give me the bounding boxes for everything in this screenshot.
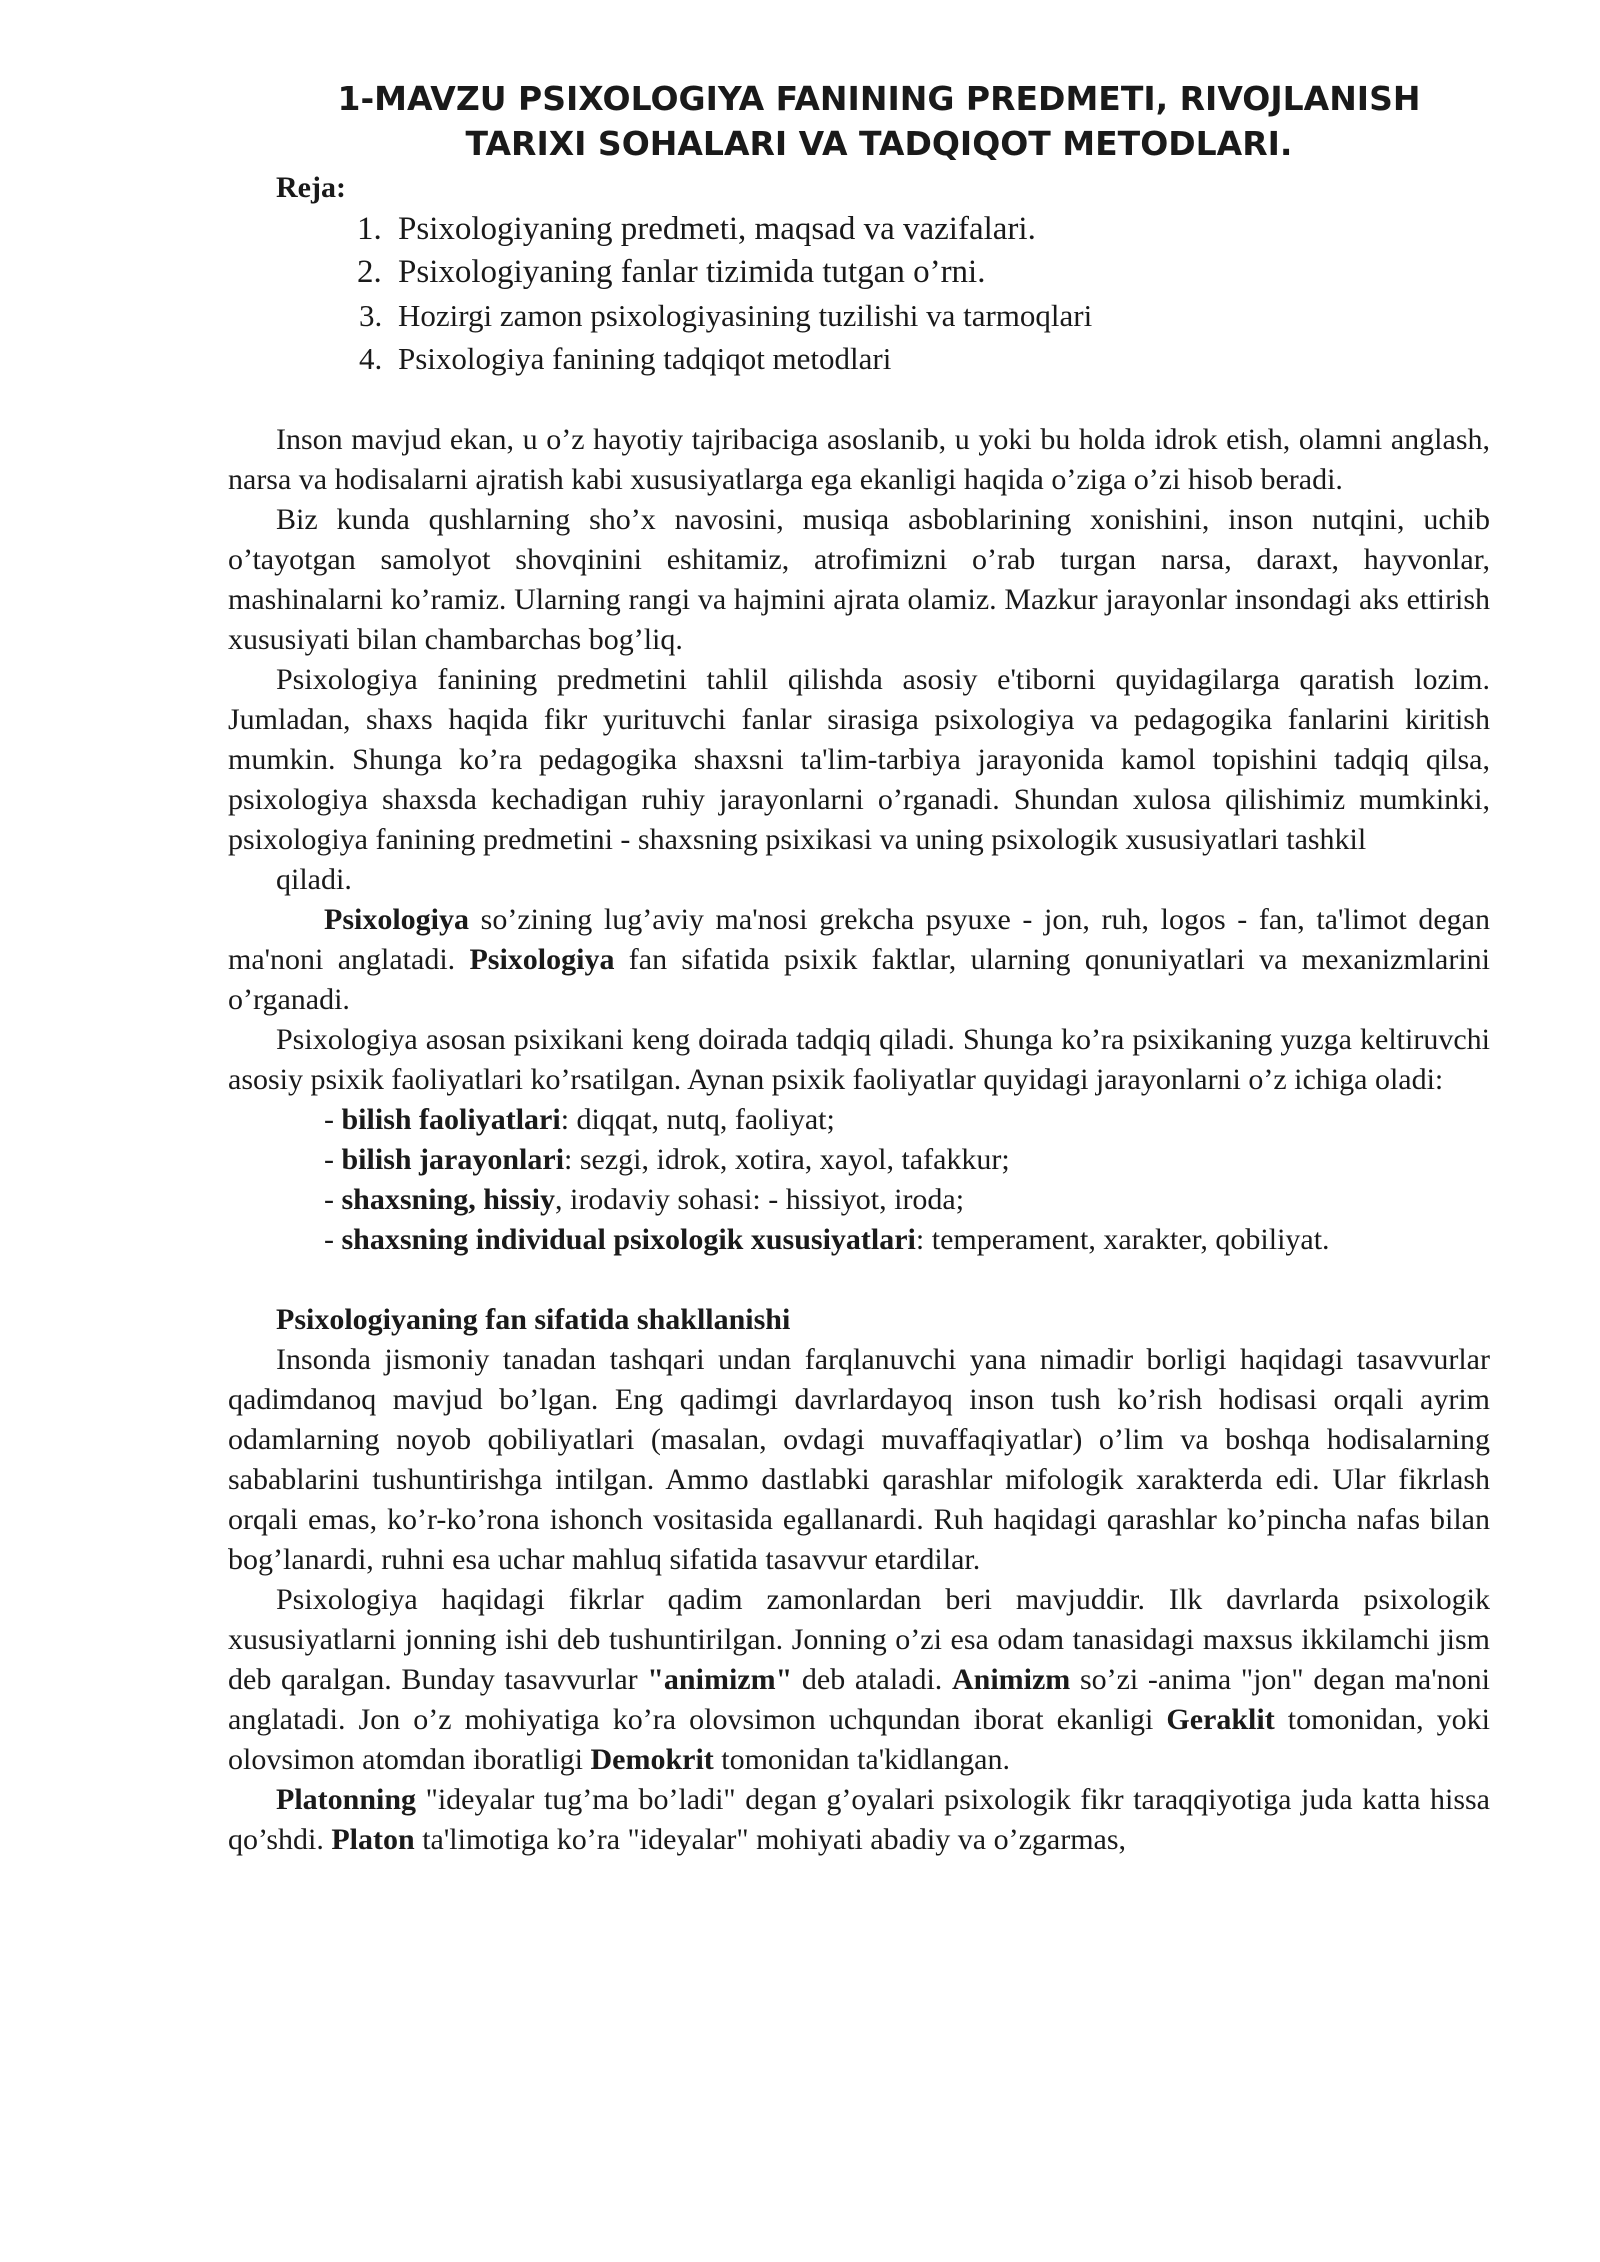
plan-item: 4. Psixologiya fanining tadqiqot metodlari [390, 337, 1490, 380]
activity-item [228, 1140, 1490, 1180]
paragraph: Psixologiya asosan psixikani keng doirada tadqiq qiladi. Shunga ko’ra psixikaning yuzga keltiruvchi asosiy psixik faoliyatlari ko’rsatilgan. Aynan psixik faoliyatlar quyidagi jarayonlarni o’z ichiga oladi: [228, 1023, 1490, 1096]
text-run: tomonidan ta'kidlangan. [713, 1743, 1010, 1776]
plan-item: 3. Hozirgi zamon psixologiyasining tuzilishi va tarmoqlari [390, 294, 1490, 337]
text-run: : sezgi, idrok, xotira, xayol, tafakkur; [564, 1143, 1010, 1176]
title-line-1: 1-MAVZU PSIXOLOGIYA FANINING PREDMETI, RIVOJLANISH [337, 79, 1421, 118]
activity-item [228, 1220, 1490, 1260]
paragraph [228, 1780, 1490, 1860]
bold-term: bilish faoliyatlari [341, 1103, 561, 1136]
paragraph [228, 1580, 1490, 1780]
plan-item: 2. Psixologiyaning fanlar tizimida tutgan o’rni. [390, 251, 1490, 294]
plan-label: Reja: [276, 171, 346, 204]
paragraph: Insonda jismoniy tanadan tashqari undan farqlanuvchi yana nimadir borligi haqidagi tasavvurlar qadimdanoq mavjud bo’lgan. Eng qadimgi davrlardayoq inson tush ko’rish hodisasi orqali ayrim odamlarning noyob qobiliyatlari (masalan, ovdagi muvaffaqiyatlar) o’lim va boshqa hodisalarning sabablarini tushuntirishga intilgan. Ammo dastlabki qarashlar mifologik xarakterda edi. Ular fikrlash orqali emas, ko’r-ko’rona ishonch vositasida egallanardi. Ruh haqidagi qarashlar ko’pincha nafas bilan bog’lanardi, ruhni esa uchar mahluq sifatida tasavvur etardilar. [228, 1343, 1490, 1576]
bold-term: "animizm" [647, 1663, 793, 1696]
spacer [228, 1260, 1490, 1300]
bold-term: Psixologiya [324, 903, 470, 936]
text-run: tomonidan, yoki olovsimon atomdan iboratligi [228, 1703, 1491, 1776]
bold-term: shaxsning individual psixologik xususiyatlari [341, 1223, 916, 1256]
text-run: ta'limotiga ko’ra "ideyalar" mohiyati abadiy va o’zgarmas, [414, 1823, 1127, 1856]
plan-list [228, 208, 1490, 380]
paragraph-continuation: qiladi. [276, 863, 352, 896]
text-run: , irodaviy sohasi: - hissiyot, iroda; [554, 1183, 965, 1216]
text-run: : temperament, xarakter, qobiliyat. [915, 1223, 1330, 1256]
text-run: so’zi -anima "jon" degan ma'noni anglatadi. Jon o’z mohiyatiga ko’ra olovsimon uchqundan iborat ekanligi [228, 1663, 1490, 1736]
dash: - [324, 1183, 342, 1216]
bold-term: Platon [331, 1823, 415, 1856]
dash: - [324, 1223, 342, 1256]
paragraph: Biz kunda qushlarning sho’x navosini, musiqa asboblarining xonishini, inson nutqini, uchib o’tayotgan samolyot shovqinini eshitamiz, atrofimizni o’rab turgan narsa, daraxt, hayvonlar, mashinalarni ko’ramiz. Ularning rangi va hajmini ajrata olamiz. Mazkur jarayonlar insondagi aks ettirish xususiyati bilan chambarchas bog’liq. [228, 503, 1490, 656]
text-run: so’zining lug’aviy ma'nosi grekcha psyuxe - jon, ruh, logos - fan, ta'limot degan ma'noni anglatadi. [228, 903, 1490, 976]
bold-term: Demokrit [590, 1743, 714, 1776]
section-heading: Psixologiyaning fan sifatida shakllanishi [276, 1303, 791, 1336]
text-run: Psixologiya haqidagi fikrlar qadim zamonlardan beri mavjuddir. Ilk davrlarda psixologik xususiyatlarni jonning ishi deb tushuntirilgan. Jonning o’zi esa odam tanasidagi maxsus ikkilamchi jism deb qaralgan. Bunday tasavvurlar [228, 1583, 1490, 1696]
bold-term: Platonning [276, 1783, 417, 1816]
paragraph: Inson mavjud ekan, u o’z hayotiy tajribaciga asoslanib, u yoki bu holda idrok etish, olamni anglash, narsa va hodisalarni ajratish kabi xususiyatlarga ega ekanligi haqida o’ziga o’zi hisob beradi. [228, 423, 1490, 496]
paragraph [228, 900, 1490, 1020]
bold-term: shaxsning, hissiy [341, 1183, 555, 1216]
text-run: "ideyalar tug’ma bo’ladi" degan g’oyalari psixologik fikr taraqqiyotiga juda katta hissa qo’shdi. [228, 1783, 1490, 1856]
bold-term: bilish jarayonlari [341, 1143, 565, 1176]
bold-term: Animizm [951, 1663, 1071, 1696]
document-page [228, 76, 1490, 1860]
title-line-2: TARIXI SOHALARI VA TADQIQOT METODLARI. [465, 124, 1293, 163]
document-title [228, 76, 1490, 166]
paragraph: Psixologiya fanining predmetini tahlil qilishda asosiy e'tiborni quyidagilarga qaratish lozim. Jumladan, shaxs haqida fikr yurituvchi fanlar sirasiga psixologiya va pedagogika fanlarini kiritish mumkin. Shunga ko’ra pedagogika shaxsni ta'lim-tarbiya jarayonida kamol topishini tadqiq qilsa, psixologiya shaxsda kechadigan ruhiy jarayonlarni o’rganadi. Shundan xulosa qilishimiz mumkinki, psixologiya fanining predmetini - shaxsning psixikasi va uning psixologik xususiyatlari tashkil [228, 663, 1490, 856]
activity-item [228, 1100, 1490, 1140]
activity-item [228, 1180, 1490, 1220]
text-run: fan sifatida psixik faktlar, ularning qonuniyatlari va mexanizmlarini o’rganadi. [228, 943, 1491, 1016]
text-run: : diqqat, nutq, faoliyat; [560, 1103, 835, 1136]
text-run: deb ataladi. [792, 1663, 952, 1696]
dash: - [324, 1143, 342, 1176]
bold-term: Geraklit [1166, 1703, 1275, 1736]
plan-item: 1. Psixologiyaning predmeti, maqsad va vazifalari. [390, 208, 1490, 251]
bold-term: Psixologiya [469, 943, 615, 976]
dash: - [324, 1103, 342, 1136]
